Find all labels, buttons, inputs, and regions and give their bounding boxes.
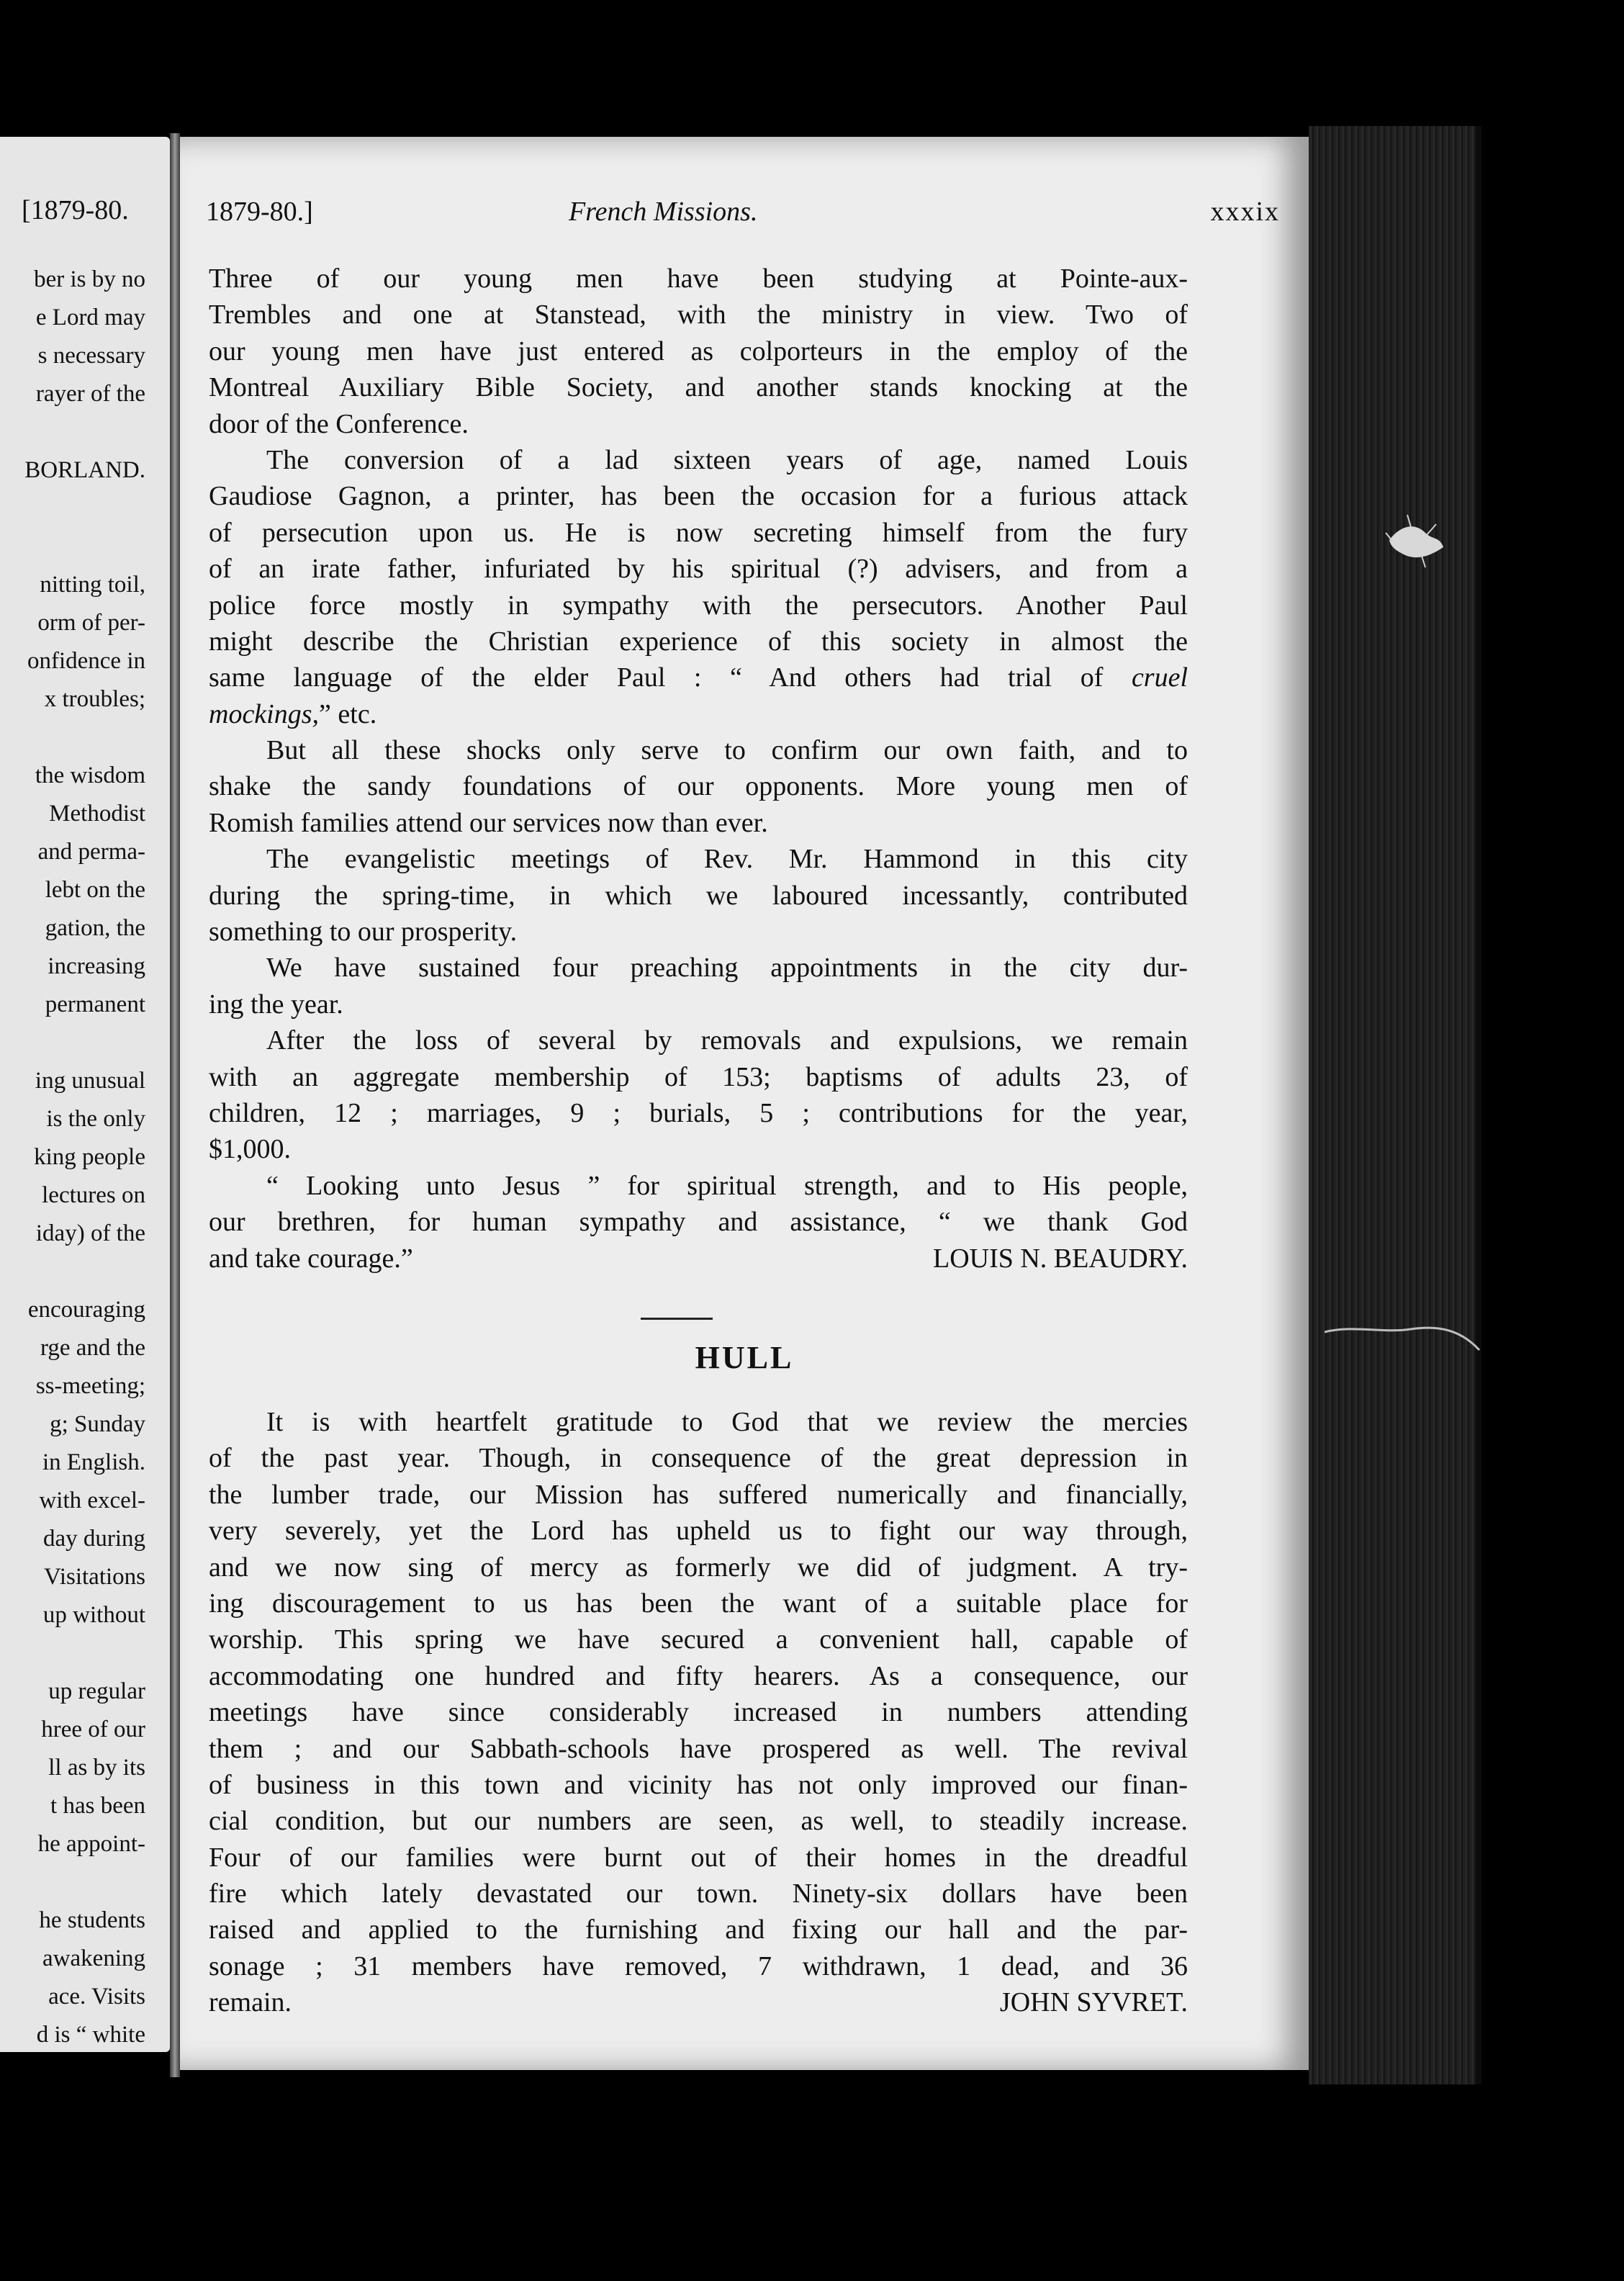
text-fragment: remain.	[209, 1987, 292, 2018]
page-number: xxxix	[1210, 197, 1280, 227]
text-line-with-italic	[209, 660, 1188, 696]
left-page-line: ber is by no	[34, 266, 145, 292]
left-page-line: onfidence in	[27, 648, 145, 674]
text-line: ing discouragement to us has been the want of a suitable place for	[209, 1588, 1188, 1619]
left-page-line: s necessary	[37, 343, 145, 369]
text-line: The evangelistic meetings of Rev. Mr. Hammond in this city	[266, 844, 1188, 875]
text-line: accommodating one hundred and fifty hearers. As a consequence, our	[209, 1660, 1188, 1691]
left-page-line: gation, the	[45, 915, 145, 941]
text-line: of business in this town and vicinity has not only improved our finan-	[209, 1769, 1188, 1800]
left-page-line: g; Sunday	[50, 1411, 145, 1437]
text-line: with an aggregate membership of 153; baptisms of adults 23, of	[209, 1061, 1188, 1092]
left-page-line: awakening	[42, 1945, 145, 1971]
section-french-missions-text	[209, 261, 1188, 1277]
film-scratch	[1325, 1318, 1483, 1354]
left-page-line: ll as by its	[48, 1755, 145, 1781]
section-divider	[641, 1318, 713, 1320]
left-page-line: hree of our	[41, 1717, 145, 1742]
left-page-line: rge and the	[40, 1335, 145, 1361]
text-line: Gaudiose Gagnon, a printer, has been the occasion for a furious attack	[209, 481, 1188, 512]
text-line: cial condition, but our numbers are seen, as well, to steadily increase.	[209, 1806, 1188, 1837]
left-page-line: and perma-	[37, 839, 145, 865]
text-line: police force mostly in sympathy with the persecutors. Another Paul	[209, 590, 1188, 621]
left-page-line: is the only	[46, 1106, 145, 1132]
text-line: “ Looking unto Jesus ” for spiritual strength, and to His people,	[266, 1170, 1188, 1201]
left-page	[0, 137, 170, 2052]
italic-word: mockings,	[209, 698, 320, 729]
left-page-line: e Lord may	[35, 305, 145, 330]
text-line: It is with heartfelt gratitude to God that we review the mercies	[266, 1407, 1188, 1437]
text-line: and we now sing of mercy as formerly we did of judgment. A try-	[209, 1552, 1188, 1583]
left-page-line: in English.	[42, 1449, 145, 1475]
section-hull-text	[209, 1404, 1188, 2021]
left-page-line: rayer of the	[35, 381, 145, 407]
main-page	[180, 137, 1309, 2070]
text-line: ing the year.	[209, 989, 343, 1020]
text-line: Romish families attend our services now than ever.	[209, 807, 768, 838]
text-line: our young men have just entered as colporteurs in the employ of the	[209, 336, 1188, 366]
left-page-line: he students	[39, 1907, 145, 1933]
left-page-line: Visitations	[43, 1564, 145, 1590]
text-line: might describe the Christian experience of this society in almost the	[209, 626, 1188, 657]
left-page-line: the wisdom	[35, 762, 145, 788]
text-line: $1,000.	[209, 1134, 291, 1165]
text-line: the lumber trade, our Mission has suffered numerically and financially,	[209, 1479, 1188, 1510]
left-page-header: [1879-80.	[22, 195, 129, 225]
left-page-line: ace. Visits	[48, 1984, 145, 2010]
book-gutter	[170, 133, 180, 2077]
left-page-line: BORLAND.	[24, 457, 145, 483]
text-line: them ; and our Sabbath-schools have prospered as well. The revival	[209, 1733, 1188, 1764]
left-page-line: permanent	[45, 991, 145, 1017]
left-page-line: king people	[34, 1144, 145, 1170]
left-page-line: he appoint-	[37, 1831, 145, 1857]
italic-word: cruel	[1131, 662, 1188, 693]
text-line: Trembles and one at Stanstead, with the ministry in view. Two of	[209, 300, 1188, 330]
text-line: Four of our families were burnt out of their homes in the dreadful	[209, 1842, 1188, 1873]
left-page-line: d is “ white	[36, 2022, 145, 2048]
left-page-line: nitting toil,	[40, 572, 145, 598]
left-page-line: x troubles;	[44, 686, 145, 712]
text-line-with-signature	[209, 1241, 1188, 1277]
text-line: children, 12 ; marriages, 9 ; burials, 5 ; contributions for the year,	[209, 1097, 1188, 1128]
debris-speck	[1382, 511, 1447, 569]
left-page-line: up regular	[48, 1678, 145, 1704]
left-page-line: t has been	[50, 1793, 145, 1819]
text-line: worship. This spring we have secured a convenient hall, capable of	[209, 1624, 1188, 1655]
left-page-line: iday) of the	[35, 1220, 145, 1246]
text-line: door of the Conference.	[209, 408, 469, 439]
left-page-line: ing unusual	[35, 1068, 145, 1094]
text-fragment: and take courage.”	[209, 1243, 413, 1274]
left-page-line: lebt on the	[45, 877, 145, 903]
text-fragment: same language of the elder Paul : “ And others had trial of	[209, 662, 1104, 693]
signature-syvret: JOHN SYVRET.	[999, 1987, 1188, 2018]
left-page-line: orm of per-	[37, 610, 145, 636]
text-line: shake the sandy foundations of our opponents. More young men of	[209, 771, 1188, 802]
signature-beaudry: LOUIS N. BEAUDRY.	[932, 1243, 1188, 1274]
left-page-line: Methodist	[49, 801, 145, 827]
text-line: our brethren, for human sympathy and assistance, “ we thank God	[209, 1207, 1188, 1238]
text-line: of the past year. Though, in consequence of the great depression in	[209, 1443, 1188, 1474]
book-page-edges	[1309, 126, 1481, 2084]
text-line: But all these shocks only serve to confirm our own faith, and to	[266, 735, 1188, 766]
text-line: of an irate father, infuriated by his spiritual (?) advisers, and from a	[209, 554, 1188, 585]
text-line-with-italic	[209, 696, 1188, 732]
text-line: Montreal Auxiliary Bible Society, and another stands knocking at the	[209, 372, 1188, 403]
left-page-line: day during	[42, 1526, 145, 1552]
text-line-with-signature	[209, 1984, 1188, 2020]
left-page-line: ss-meeting;	[35, 1373, 145, 1399]
left-page-line: lectures on	[42, 1182, 145, 1208]
text-line: raised and applied to the furnishing and fixing our hall and the par-	[209, 1915, 1188, 1945]
text-line: of persecution upon us. He is now secreting himself from the fury	[209, 517, 1188, 548]
text-line: sonage ; 31 members have removed, 7 withdrawn, 1 dead, and 36	[209, 1951, 1188, 1981]
text-line: Three of our young men have been studying at Pointe-aux-	[209, 264, 1188, 294]
left-page-line: up without	[42, 1602, 145, 1628]
section-heading-hull: HULL	[695, 1340, 794, 1375]
left-page-line: increasing	[48, 953, 145, 979]
running-head-year: 1879-80.]	[206, 197, 313, 227]
text-line: After the loss of several by removals and expulsions, we remain	[266, 1025, 1188, 1056]
running-head-title: French Missions.	[569, 197, 758, 227]
text-line: during the spring-time, in which we laboured incessantly, contributed	[209, 880, 1188, 911]
text-line: The conversion of a lad sixteen years of age, named Louis	[266, 444, 1188, 475]
text-line: very severely, yet the Lord has upheld us to fight our way through,	[209, 1516, 1188, 1547]
text-line: something to our prosperity.	[209, 917, 518, 948]
text-fragment: ” etc.	[319, 698, 377, 729]
left-page-line: with excel-	[39, 1488, 145, 1513]
text-line: meetings have since considerably increased in numbers attending	[209, 1697, 1188, 1728]
left-page-line: encouraging	[27, 1297, 145, 1323]
text-line: fire which lately devastated our town. Ninety-six dollars have been	[209, 1879, 1188, 1909]
text-line: We have sustained four preaching appointments in the city dur-	[266, 953, 1188, 984]
